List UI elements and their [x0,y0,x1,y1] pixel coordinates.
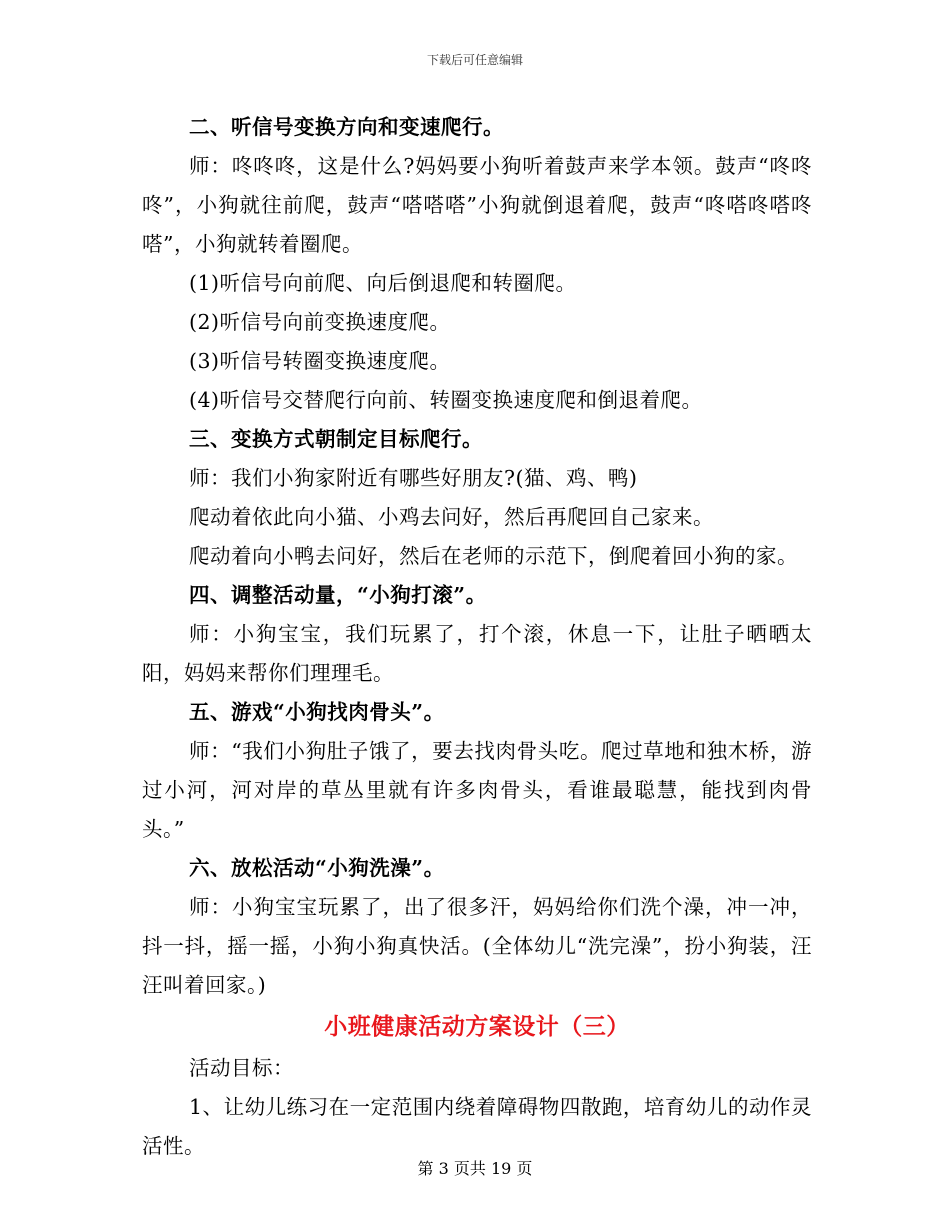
goals-label: 活动目标： [189,1056,294,1080]
section-heading-6: 六、放松活动“小狗洗澡”。 [189,856,445,880]
section-heading-2: 二、听信号变换方向和变速爬行。 [189,115,504,139]
page-footer: 第 3 页共 19 页 [417,1159,533,1178]
page-header: 下载后可任意编辑 [426,53,523,67]
document-body [142,108,812,1166]
paragraph: 师：我们小狗家附近有哪些好朋友?(猫、鸡、鸭) [189,466,638,490]
list-item: (1)听信号向前爬、向后倒退爬和转圈爬。 [189,271,577,295]
plan-title: 小班健康活动方案设计（三） [324,1013,630,1040]
goal-item: 1、让幼儿练习在一定范围内绕着障碍物四散跑，培育幼儿的动作灵活性。 [142,1095,812,1158]
paragraph: 师：“我们小狗肚子饿了，要去找肉骨头吃。爬过草地和独木桥，游过小河，河对岸的草丛里就有许多肉骨头，看谁最聪慧，能找到肉骨头。” [142,739,812,841]
list-item: (3)听信号转圈变换速度爬。 [189,349,451,373]
section-heading-5: 五、游戏“小狗找肉骨头”。 [189,700,445,724]
section-heading-3: 三、变换方式朝制定目标爬行。 [189,427,483,451]
paragraph: 师：咚咚咚，这是什么?妈妈要小狗听着鼓声来学本领。鼓声“咚咚咚”，小狗就往前爬，鼓声“嗒嗒嗒”小狗就倒退着爬，鼓声“咚嗒咚嗒咚嗒”，小狗就转着圈爬。 [142,154,812,256]
list-item: (2)听信号向前变换速度爬。 [189,310,451,334]
paragraph: 师：小狗宝宝玩累了，出了很多汗，妈妈给你们洗个澡，冲一冲，抖一抖，摇一摇，小狗小狗真快活。(全体幼儿“洗完澡”，扮小狗装，汪汪叫着回家。) [142,895,812,997]
paragraph: 爬动着向小鸭去问好，然后在老师的示范下，倒爬着回小狗的家。 [189,544,798,568]
paragraph: 爬动着依此向小猫、小鸡去问好，然后再爬回自己家来。 [189,505,714,529]
list-item: (4)听信号交替爬行向前、转圈变换速度爬和倒退着爬。 [189,388,703,412]
paragraph: 师：小狗宝宝，我们玩累了，打个滚，休息一下，让肚子晒晒太阳，妈妈来帮你们理理毛。 [142,622,812,685]
section-heading-4: 四、调整活动量，“小狗打滚”。 [189,583,487,607]
